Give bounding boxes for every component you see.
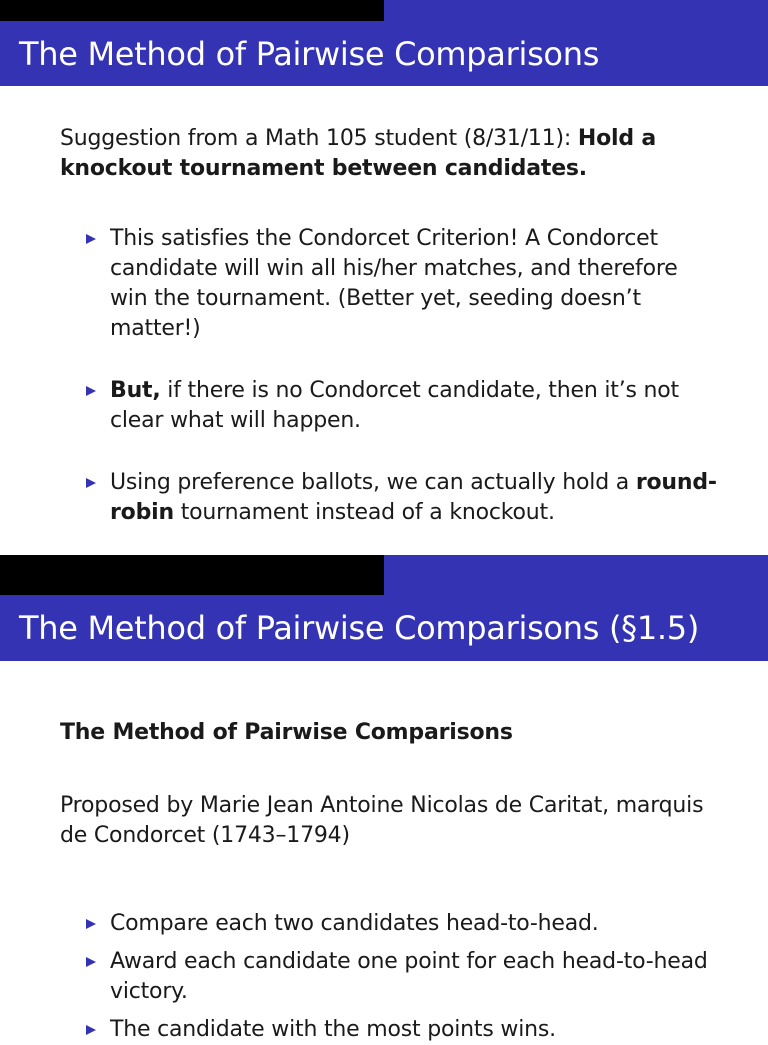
slide-title xyxy=(0,595,768,661)
triangle-right-bullet-icon xyxy=(86,1025,96,1035)
bullet-text: if there is no Condorcet candidate, then it’s not clear what will happen. xyxy=(110,378,679,433)
bullet-text: Compare each two candidates head-to-head. xyxy=(110,911,599,936)
bullet-bold-text: round-robin xyxy=(110,470,717,525)
bullet-list xyxy=(86,909,718,1045)
header-strip xyxy=(0,0,768,21)
triangle-right-bullet-icon xyxy=(86,234,96,244)
triangle-right-bullet-icon xyxy=(86,478,96,488)
bullet-bold-text: But, xyxy=(110,378,161,403)
slide-title-text: The Method of Pairwise Comparisons xyxy=(19,34,600,73)
intro-bold-text: Hold a knockout tournament between candidates. xyxy=(60,126,657,181)
section-heading: The Method of Pairwise Comparisons xyxy=(60,720,513,745)
proposed-paragraph: Proposed by Marie Jean Antoine Nicolas de Caritat, marquis de Condorcet (1743–1794) xyxy=(60,793,704,848)
triangle-right-bullet-icon xyxy=(86,957,96,967)
intro-text: Suggestion from a Math 105 student (8/31/11): xyxy=(60,126,578,151)
bullet-list xyxy=(86,224,718,528)
bullet-text: tournament instead of a knockout. xyxy=(173,500,555,525)
intro-paragraph xyxy=(60,124,718,184)
slide-2 xyxy=(0,555,768,1042)
list-item xyxy=(86,909,718,939)
bullet-text: This satisfies the Condorcet Criterion! A Condorcet candidate will win all his/her matches, and therefore win the tournament. (Better yet, seeding doesn’t matter!) xyxy=(110,226,678,341)
header-black-block xyxy=(0,0,384,21)
triangle-right-bullet-icon xyxy=(86,386,96,396)
bullet-text: The candidate with the most points wins. xyxy=(110,1017,556,1042)
list-item xyxy=(86,468,718,528)
list-item xyxy=(86,1015,718,1045)
list-item xyxy=(86,947,718,1007)
header-strip xyxy=(0,555,768,595)
triangle-right-bullet-icon xyxy=(86,919,96,929)
list-item xyxy=(86,376,718,436)
slide-title xyxy=(0,21,768,86)
slide-title-text: The Method of Pairwise Comparisons (§1.5) xyxy=(19,609,699,647)
list-item xyxy=(86,224,718,344)
header-black-block xyxy=(0,555,384,595)
bullet-text: Award each candidate one point for each head-to-head victory. xyxy=(110,949,708,1004)
bullet-text: Using preference ballots, we can actually hold a xyxy=(110,470,636,495)
